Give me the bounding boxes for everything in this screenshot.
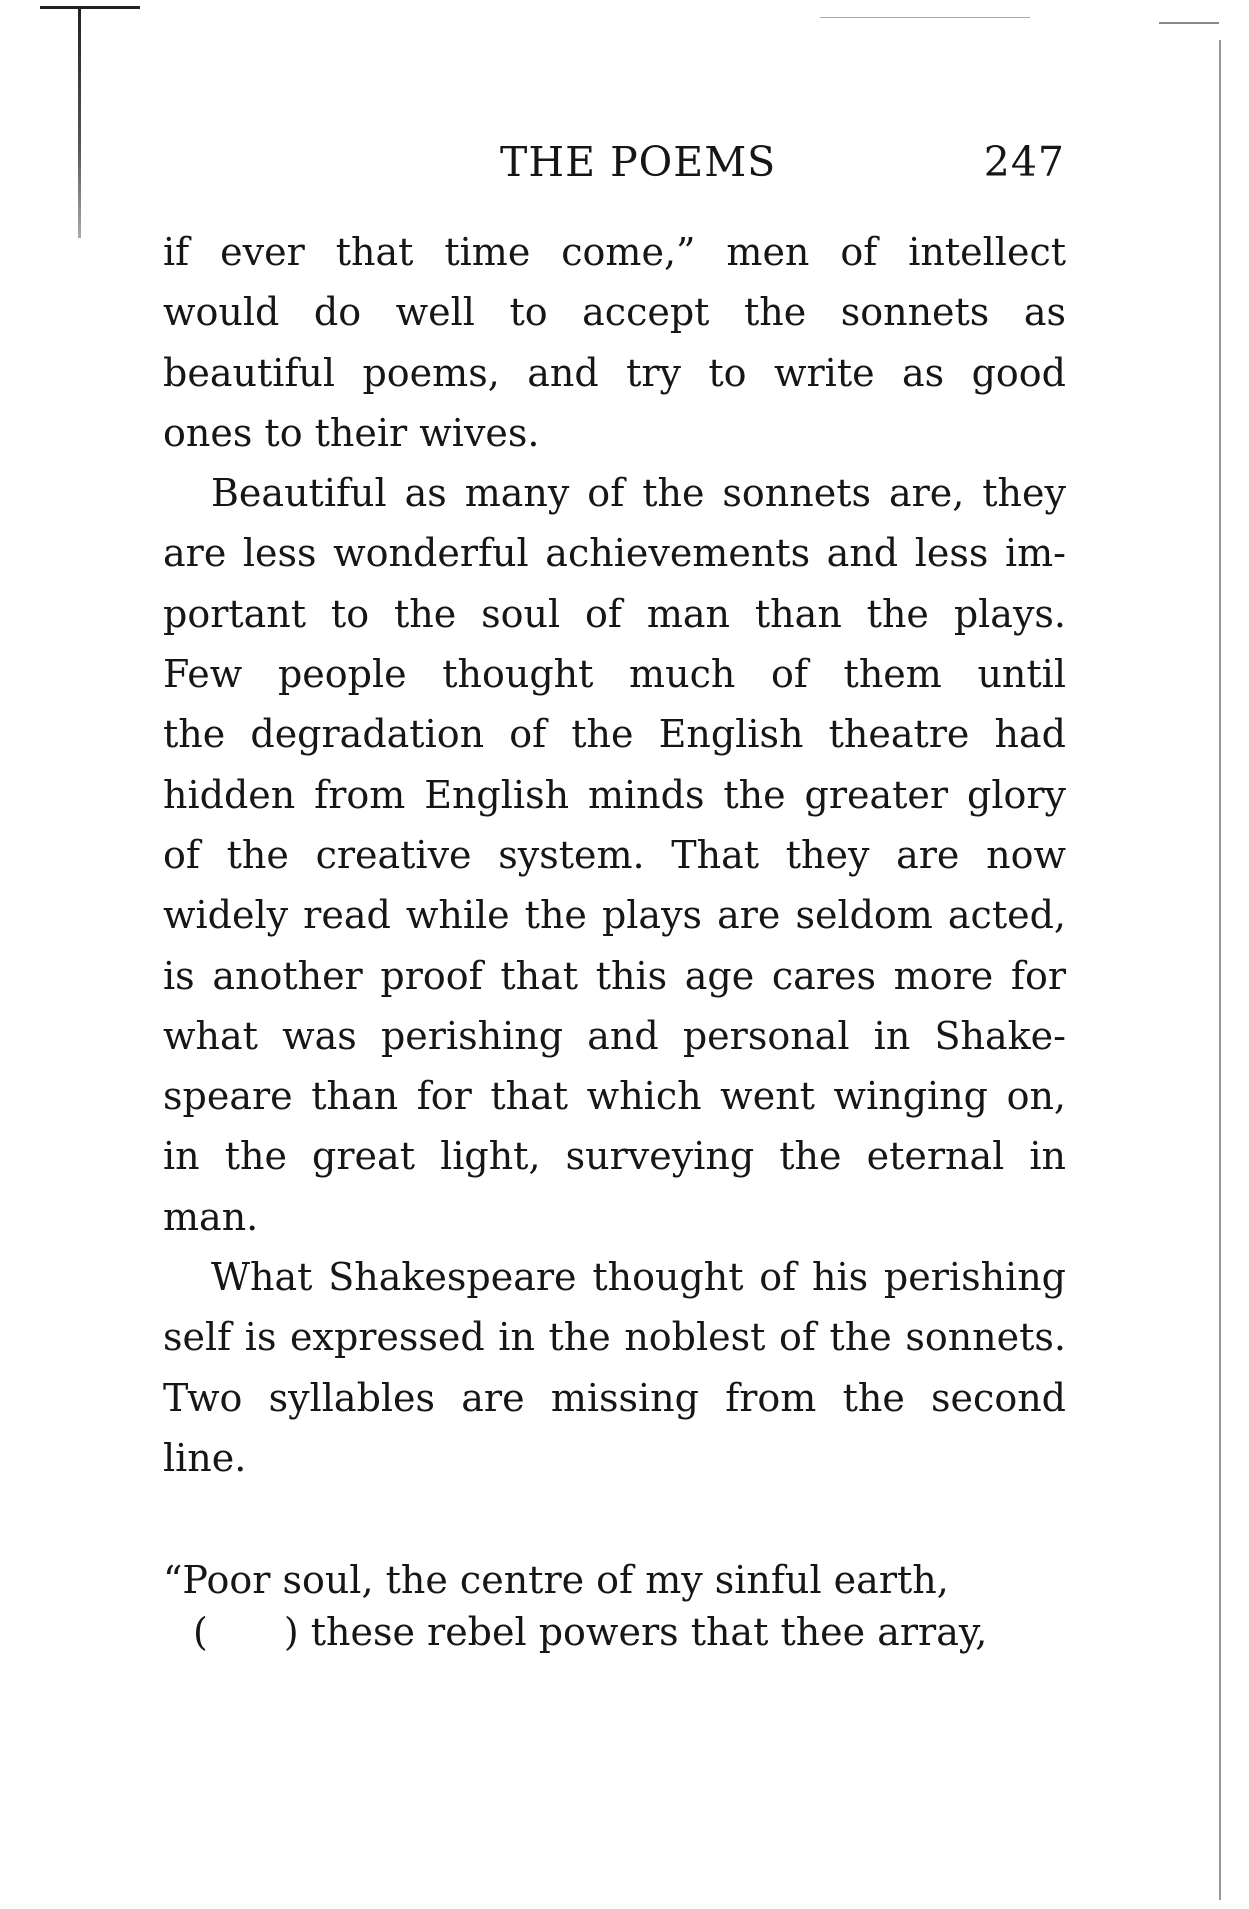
scan-artifact-right-rule xyxy=(1219,40,1221,1900)
verse-line: ( ) these rebel powers that thee array, xyxy=(193,1610,988,1654)
text-line: what was perishing and personal in Shake- xyxy=(163,1013,1066,1058)
text-line: widely read while the plays are seldom acted, xyxy=(163,893,1066,938)
text-line: in the great light, surveying the eternal in xyxy=(163,1134,1066,1179)
text-line: man. xyxy=(163,1194,259,1239)
text-line: Few people thought much of them until xyxy=(163,652,1066,697)
text-line: beautiful poems, and try to write as good xyxy=(163,350,1066,395)
text-line: self is expressed in the noblest of the sonnets. xyxy=(163,1315,1066,1360)
paragraph xyxy=(163,1247,1066,1488)
text-line: the degradation of the English theatre had xyxy=(163,712,1066,757)
paragraph xyxy=(163,463,1066,1247)
text-line: ones to their wives. xyxy=(163,410,540,455)
running-title: THE POEMS xyxy=(500,138,777,186)
body-text xyxy=(163,222,1066,1488)
text-line: portant to the soul of man than the plays. xyxy=(163,591,1066,636)
text-line: would do well to accept the sonnets as xyxy=(163,290,1066,335)
text-line: of the creative system. That they are now xyxy=(163,832,1066,877)
text-line: are less wonderful achievements and less im- xyxy=(163,531,1066,576)
scan-artifact-top-mid-line xyxy=(820,17,1030,18)
text-line: is another proof that this age cares more for xyxy=(163,953,1066,998)
page-header xyxy=(160,138,1065,188)
text-line: if ever that time come,” men of intellect xyxy=(163,230,1066,274)
scan-artifact-left-rule xyxy=(78,8,81,238)
scan-artifact-top-right-line xyxy=(1159,22,1219,24)
verse-quotation xyxy=(163,1554,1066,1658)
text-line: What Shakespeare thought of his perishing xyxy=(211,1255,1066,1300)
text-line: Two syllables are missing from the second xyxy=(163,1375,1066,1420)
page-number: 247 xyxy=(983,138,1065,186)
paragraph xyxy=(163,222,1066,463)
text-line: line. xyxy=(163,1435,247,1480)
text-line: speare than for that which went winging on, xyxy=(163,1074,1066,1119)
verse-line: “Poor soul, the centre of my sinful earth, xyxy=(163,1558,949,1602)
scan-artifact-top-line xyxy=(40,6,140,9)
text-line: Beautiful as many of the sonnets are, they xyxy=(211,471,1066,516)
text-line: hidden from English minds the greater glory xyxy=(163,772,1066,817)
